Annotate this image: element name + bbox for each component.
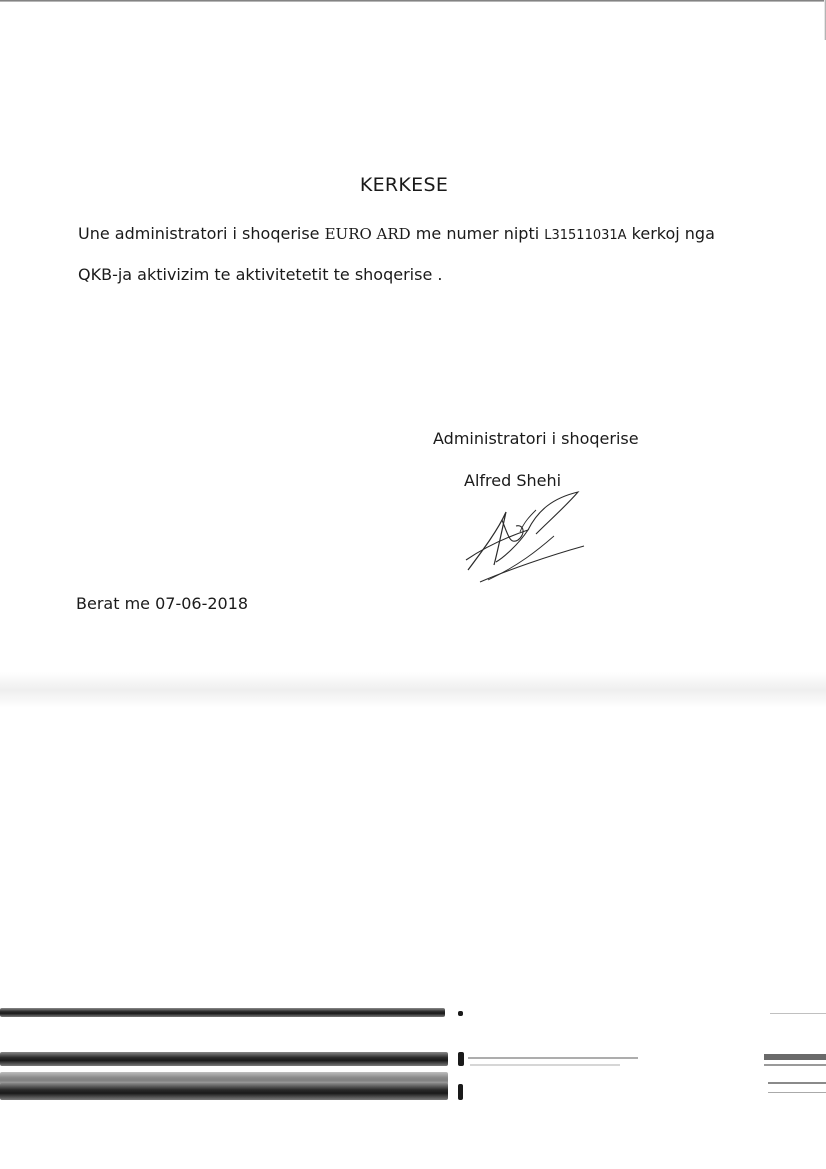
body-line-1-prefix: Une administratori i shoqerise xyxy=(78,224,325,243)
place-and-date: Berat me 07-06-2018 xyxy=(76,594,249,613)
scan-artifact-bar xyxy=(0,1008,445,1017)
scan-haze-band xyxy=(0,672,826,708)
body-line-2: QKB-ja aktivizim te aktivitetetit te shoqerise . xyxy=(78,265,443,284)
body-line-1-mid: me numer nipti xyxy=(410,224,545,243)
scan-artifact-line xyxy=(770,1013,826,1014)
body-line-1-suffix: kerkoj nga xyxy=(626,224,715,243)
scan-artifact-bar xyxy=(0,1083,448,1100)
document-title: KERKESE xyxy=(359,174,449,196)
scan-artifact-dot xyxy=(458,1052,464,1066)
body-line-1 xyxy=(78,224,715,243)
scan-edge-top xyxy=(0,0,826,2)
scan-artifact-line xyxy=(764,1064,826,1066)
scan-artifact-line xyxy=(470,1064,620,1066)
nipt-number: L31511031A xyxy=(544,228,627,243)
signatory-role: Administratori i shoqerise xyxy=(433,429,639,448)
scan-artifact-bar xyxy=(0,1052,448,1066)
scan-artifact-line xyxy=(768,1092,826,1093)
scan-artifact-dot xyxy=(458,1084,463,1100)
scan-artifact-line xyxy=(768,1082,826,1084)
scan-artifact-dot xyxy=(458,1011,463,1016)
signatory-name: Alfred Shehi xyxy=(464,471,562,490)
scan-artifact-line xyxy=(468,1057,638,1059)
scan-artifact-line xyxy=(764,1054,826,1060)
company-name: EURO ARD xyxy=(324,225,411,243)
handwritten-signature xyxy=(458,490,598,590)
